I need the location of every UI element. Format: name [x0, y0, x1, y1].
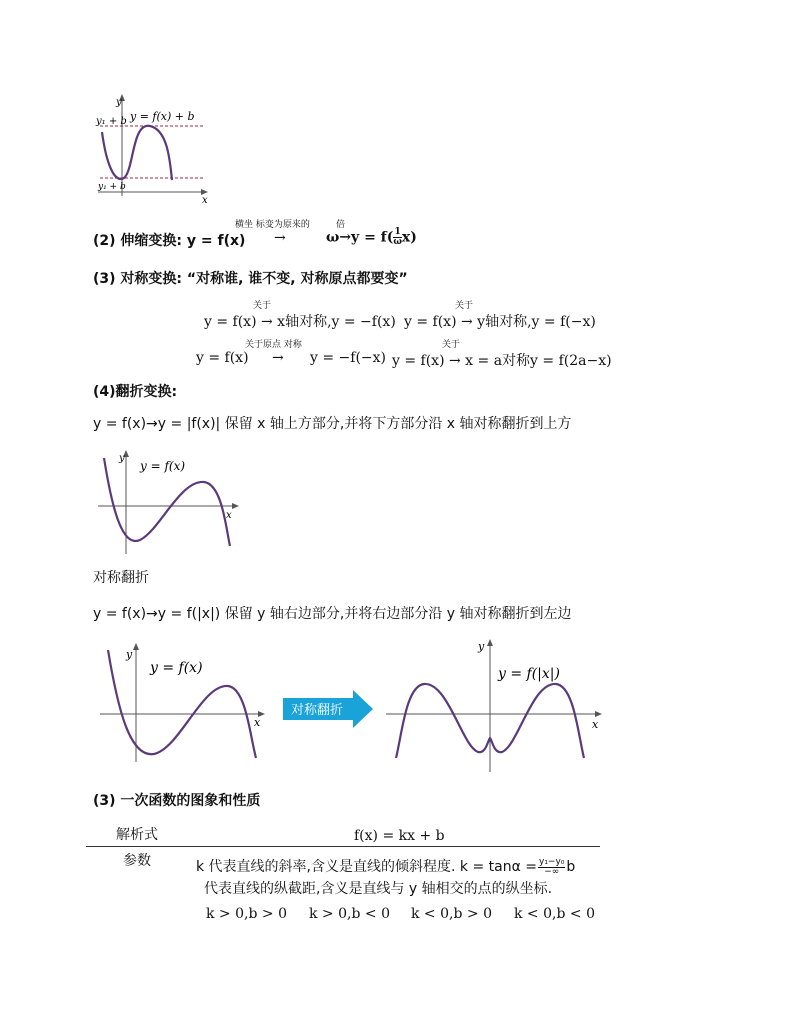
graph-fabsx-right: [382, 634, 606, 774]
curve: [102, 126, 172, 180]
flip-transform-title: (4)翻折变换:: [93, 384, 178, 400]
y-axis-label: y: [478, 640, 485, 653]
stretch-arrow: →: [274, 230, 286, 246]
table-row1-value: f(x) = kx + b: [354, 828, 445, 844]
row2a-left: y = f(x): [196, 350, 249, 366]
flip-desc-abs: y = f(x)→y = |f(x)| 保留 x 轴上方部分,并将下方部分沿 x 轴对称翻折到上方: [93, 416, 572, 432]
x-axis-label: x: [592, 718, 599, 731]
table-divider: [86, 846, 600, 847]
x-axis-label: x: [202, 195, 208, 204]
arrow-label: 对称翻折: [291, 703, 344, 718]
x-axis-label: x: [226, 510, 232, 521]
table-row1-header: 解析式: [116, 827, 158, 843]
row1b-note: 关于: [455, 301, 474, 311]
row1a-note: 关于: [253, 301, 272, 311]
case-3: k < 0,b > 0: [411, 906, 492, 922]
row2a-arrow: →: [272, 350, 284, 366]
stretch-result: ω→y = f( $\frac{1}{\omega}$ x): [326, 227, 417, 247]
stretch-prefix: (2) 伸缩变换: y = f(x): [93, 233, 246, 249]
table-row2-header: 参数: [123, 853, 151, 869]
upper-label: y₁ + b: [96, 116, 127, 127]
row2a-right: y = −f(−x): [310, 350, 387, 366]
x-axis-label: x: [254, 716, 261, 729]
curve-label: y = f(x): [140, 459, 186, 473]
y-axis-label: y: [116, 97, 122, 108]
symmetric-transform-title: (3) 对称变换: “对称谁, 谁不变, 对称原点都要变”: [93, 271, 408, 287]
lower-label: y₁ + b: [98, 182, 126, 192]
graph-shift-up: [92, 92, 210, 204]
stretch-transform: [93, 230, 245, 250]
flip-arrow-button: [283, 690, 373, 728]
case-1: k > 0,b > 0: [206, 906, 287, 922]
table-row2-line1: k 代表直线的斜率,含义是直线的倾斜程度. k = tanα = $\frac{\text{y₁−y₀}}{-\infty}$ b: [196, 856, 576, 877]
flip-caption: 对称翻折: [93, 570, 149, 586]
curve-label: y = f(x): [150, 660, 203, 676]
graph-fx: [92, 448, 242, 558]
stretch-above-note2: 倍: [336, 220, 346, 230]
graph-fx-left: [96, 640, 270, 766]
curve-label: y = f(|x|): [498, 666, 560, 682]
stretch-above-note: 横坐 标变为原来的: [235, 220, 310, 230]
case-2: k > 0,b < 0: [309, 906, 390, 922]
curve-label: y = f(x) + b: [130, 110, 195, 123]
row2b: y = f(x) → x = a对称y = f(2a−x): [392, 353, 612, 369]
row2b-note: 关于: [442, 340, 461, 350]
linear-function-title: (3) 一次函数的图象和性质: [93, 793, 261, 809]
row2a-note: 关于原点 对称: [245, 340, 302, 350]
y-axis-label: y: [119, 453, 125, 464]
case-4: k < 0,b < 0: [514, 906, 595, 922]
row1a: y = f(x) → x轴对称,y = −f(x): [204, 314, 396, 330]
flip-desc-absx: y = f(x)→y = f(|x|) 保留 y 轴右边部分,并将右边部分沿 y 轴对称翻折到左边: [93, 606, 572, 622]
table-row2-line2: 代表直线的纵截距,含义是直线与 y 轴相交的点的纵坐标.: [204, 881, 553, 897]
y-axis-label: y: [126, 648, 133, 661]
row1b: y = f(x) → y轴对称,y = f(−x): [404, 314, 596, 330]
